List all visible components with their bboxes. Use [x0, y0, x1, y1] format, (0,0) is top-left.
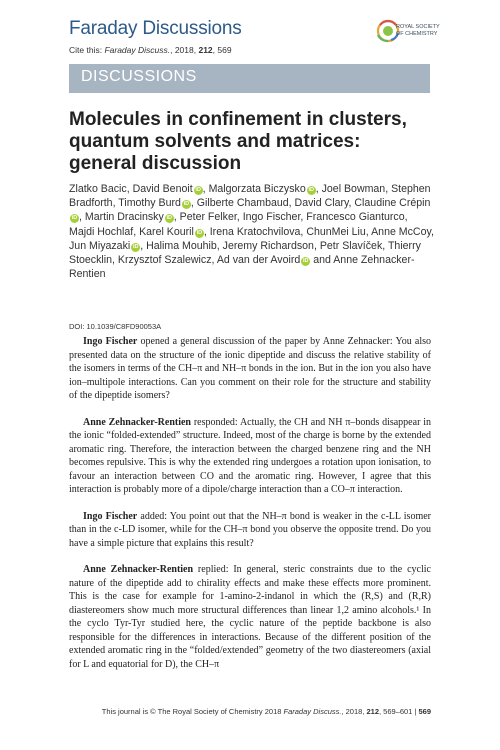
section-banner	[69, 64, 430, 93]
author-name: Petr Slavíček	[319, 239, 383, 252]
paragraph-text: replied: In general, steric constraints due to the cyclic nature of the dipeptide add to chirality effects and make these effects more prominent. This is the case for example for 1-amino-2-indanol in which the (R,S) and (R,R) diastereomers show much more structural differences than linear 1,2 amino alcohols.¹ In the cyclo Tyr-Tyr studied here, the cyclic nature of the peptide backbone is also responsible for the differences in interactions. Because of the different position of the extended aromatic ring in the “folded/extended” geometry of the two diastereomers (axial for L and equatorial for D), the CH–π	[69, 564, 431, 670]
author-separator: ,	[365, 225, 372, 238]
author-name: Timothy Burd	[118, 197, 181, 210]
speaker-name: Ingo Fischer	[83, 336, 138, 347]
author-name: Majdi Hochlaf	[69, 225, 134, 238]
article-body	[69, 335, 431, 684]
author-name: Anne McCoy	[371, 225, 431, 238]
paragraph-text: opened a general discussion of the paper by Anne Zehnacker: You also presented data on the structure of the ionic dipeptide and discuss the relative stability of the isomers in terms of the CH–π and NH–π bonds in the ion. But in the ion you also have ion–multipole interactions. Can you comment on their role for the structure and stability of the dipeptide isomers?	[69, 336, 432, 401]
rsc-logo-text	[396, 24, 440, 37]
paragraph	[69, 510, 431, 551]
author-name: Irena Kratochvilova	[209, 225, 301, 238]
doi: DOI: 10.1039/C8FD90053A	[69, 322, 162, 331]
author-separator: ,	[236, 211, 243, 224]
cite-journal: Faraday Discuss.	[104, 45, 171, 55]
author-name: Ad van der Avoird	[216, 254, 301, 267]
author-name: David Benoit	[132, 183, 193, 195]
author-name: Peter Felker	[179, 211, 237, 224]
author-separator: ,	[112, 197, 119, 210]
page-number: 569	[418, 707, 431, 716]
cite-volume: 212	[198, 45, 213, 55]
author-separator: ,	[348, 197, 355, 210]
author-separator: ,	[313, 239, 320, 252]
author-separator: ,	[202, 183, 209, 195]
footer-year: , 2018,	[341, 707, 367, 716]
paragraph-text: added: You point out that the NH–π bond is weaker in the c-LL isomer than in the c-LD isomer, while for the CH–π bond you observe the opposite trend. Do you have a simple picture that explains this result?	[69, 510, 431, 549]
speaker-name: Ingo Fischer	[83, 510, 138, 522]
author-separator: ,	[300, 211, 307, 224]
orcid-icon[interactable]: iD	[132, 243, 139, 250]
footer-journal: Faraday Discuss.	[283, 707, 342, 716]
author-separator: ,	[315, 183, 322, 195]
footer-pages: , 569–601 |	[379, 707, 419, 716]
author-name: Joel Bowman	[321, 183, 386, 195]
citation-line	[69, 45, 232, 55]
author-name: David Clary	[294, 197, 349, 210]
author-separator: ,	[126, 183, 133, 195]
orcid-icon[interactable]: iD	[183, 201, 190, 208]
footer-copyright: This journal is © The Royal Society of Chemistry 2018	[101, 707, 284, 716]
author-separator: and	[310, 254, 334, 267]
author-list	[69, 182, 434, 281]
orcid-icon[interactable]: iD	[308, 187, 314, 193]
article-title: Molecules in confinement in clusters, quantum solvents and matrices: general discussion	[69, 109, 407, 174]
author-name: Malgorzata Biczysko	[208, 183, 306, 195]
author-separator: ,	[79, 211, 85, 224]
orcid-icon[interactable]: iD	[166, 215, 173, 222]
author-name: Ingo Fischer	[242, 211, 301, 224]
author-separator: ,	[190, 197, 197, 210]
paragraph-text: responded: Actually, the CH and NH π–bonds disappear in the ionic “folded-extended” structure. Indeed, most of the charge is borne by the extended aromatic ring. Therefore, the interaction between the charged benzene ring and the NH becomes repulsive. This is why the extended ring undergoes a rotation upon ionisation, to favour an interaction between CO and the aromatic ring. However, I agree that this interaction is probably more of a dipole/charge interaction than a CO–π interaction.	[69, 416, 431, 495]
orcid-icon[interactable]: iD	[303, 258, 309, 265]
footer-volume: 212	[366, 707, 379, 716]
author-name: Gilberte Chambaud	[196, 197, 289, 210]
author-separator: ,	[133, 225, 140, 238]
banner-label: DISCUSSIONS	[81, 68, 197, 85]
author-name: Zlatko Bacic	[69, 183, 127, 195]
rsc-logo-icon	[373, 17, 431, 57]
author-name: Stephen Bradforth	[69, 183, 431, 210]
author-separator: ,	[140, 239, 147, 252]
author-name: Halima Mouhib	[146, 239, 217, 252]
cite-prefix: Cite this:	[69, 45, 105, 55]
orcid-icon[interactable]: iD	[196, 229, 203, 236]
paragraph	[69, 563, 431, 671]
author-name: Thierry Stoecklin	[69, 239, 421, 267]
logo-text-line-1: ROYAL SOCIETY	[396, 24, 440, 30]
author-separator: ,	[385, 183, 392, 195]
page-footer	[69, 707, 431, 716]
author-separator: ,	[300, 225, 307, 238]
orcid-icon[interactable]: iD	[71, 215, 78, 222]
author-separator: ,	[203, 225, 210, 238]
author-separator: ,	[216, 239, 223, 252]
journal-name: Faraday Discussions	[69, 18, 242, 39]
author-separator: ,	[382, 239, 388, 252]
speaker-name: Anne Zehnacker-Rentien	[83, 416, 191, 428]
author-name: Martin Dracinsky	[84, 211, 164, 224]
author-name: Francesco Gianturco	[306, 211, 405, 224]
paragraph	[69, 416, 431, 497]
author-name: ChunMei Liu	[306, 225, 366, 238]
author-separator: ,	[288, 197, 295, 210]
cite-year: , 2018,	[170, 45, 199, 55]
author-separator: ,	[404, 211, 408, 224]
author-separator: ,	[430, 225, 434, 238]
paragraph	[69, 335, 431, 403]
author-name: Claudine Crépin	[354, 197, 431, 210]
cite-page: , 569	[212, 45, 232, 55]
author-separator: ,	[211, 254, 217, 267]
author-name: Jun Miyazaki	[69, 239, 131, 252]
author-name: Krzysztof Szalewicz	[117, 254, 212, 267]
author-name: Anne Zehnacker-Rentien	[69, 254, 415, 281]
author-name: Karel Kouril	[139, 225, 194, 238]
orcid-icon[interactable]: iD	[195, 187, 201, 193]
author-separator: ,	[112, 254, 118, 267]
logo-text-line-2: OF CHEMISTRY	[396, 30, 438, 37]
speaker-name: Anne Zehnacker-Rentien	[83, 564, 194, 575]
author-name: Jeremy Richardson	[222, 239, 314, 252]
author-separator: ,	[173, 211, 180, 224]
